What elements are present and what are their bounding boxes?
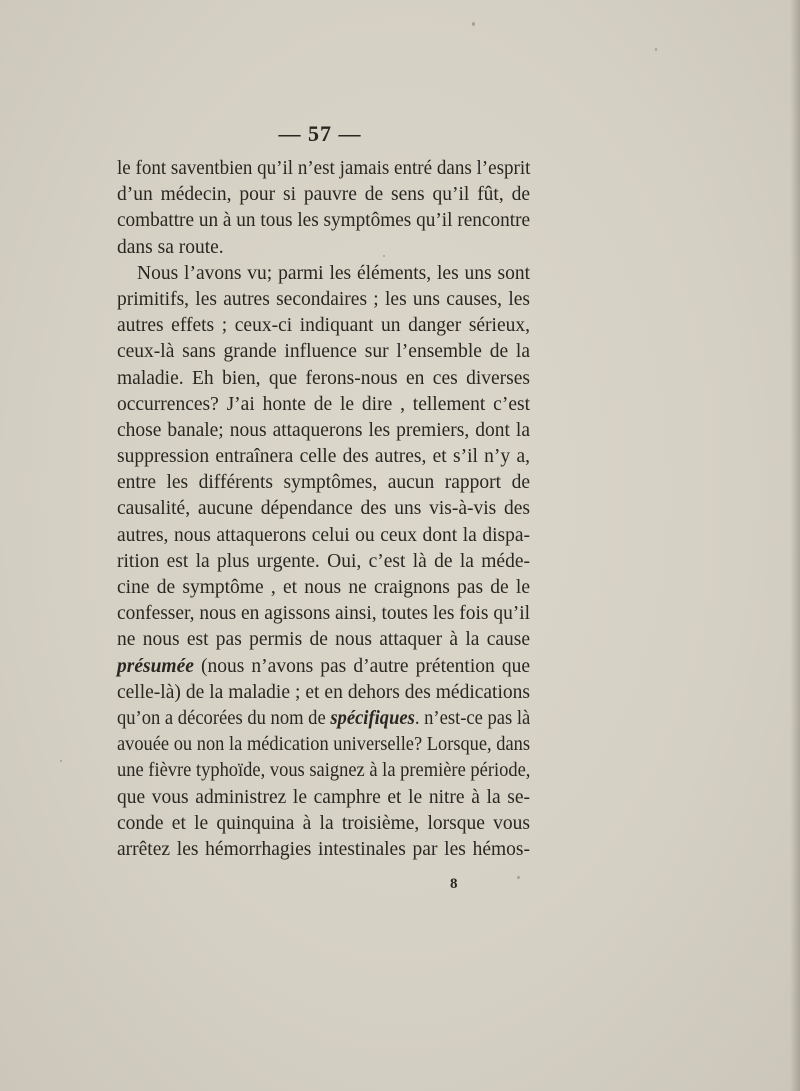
italic-term: spécifiques: [330, 707, 415, 729]
text-run: que vous administrez le camphre et le nitre à la se-: [117, 786, 530, 808]
text-run: autres effets ; ceux-ci indiquant un danger sérieux,: [117, 315, 530, 337]
text-run: avouée ou non la médication universelle? Lorsque, dans: [117, 734, 530, 756]
text-line: [117, 496, 530, 522]
text-line: [117, 785, 530, 811]
text-run: conde et le quinquina à la troisième, lorsque vous: [117, 812, 530, 834]
text-run: d’un médecin, pour si pauvre de sens qu’il fût, de: [117, 184, 530, 206]
text-line: [117, 627, 530, 653]
text-run: (nous n’avons pas d’autre prétention que: [193, 655, 530, 677]
text-run: rition est la plus urgente. Oui, c’est là de la méde-: [117, 550, 530, 572]
paper-speck: [517, 876, 520, 879]
text-line: [117, 680, 530, 706]
text-line: [117, 523, 530, 549]
text-line: [117, 287, 530, 313]
text-line: [117, 339, 530, 365]
text-run: Nous l’avons vu; parmi les éléments, les uns sont: [137, 262, 530, 284]
text-run: suppression entraînera celle des autres, et s’il n’y a,: [117, 446, 530, 468]
text-line: [117, 418, 530, 444]
text-run: maladie. Eh bien, que ferons-nous en ces diverses: [117, 367, 530, 389]
text-run: qu’on a décorées du nom de: [117, 707, 331, 729]
text-line: [117, 758, 530, 784]
text-run: celle-là) de la maladie ; et en dehors des médications: [117, 681, 530, 703]
paper-speck: [655, 48, 657, 51]
text-run: dans sa route.: [117, 236, 224, 258]
paper-speck: [472, 22, 475, 26]
text-line: [117, 837, 530, 863]
text-run: confesser, nous en agissons ainsi, toutes les fois qu’il: [117, 603, 531, 625]
text-run: autres, nous attaquerons celui ou ceux dont la dispa-: [117, 524, 530, 546]
paper-speck: [60, 760, 62, 762]
text-run: ceux-là sans grande influence sur l’ensemble de la: [117, 341, 530, 363]
text-line: [117, 208, 530, 234]
text-run: cine de symptôme , et nous ne craignons pas de le: [117, 577, 530, 598]
text-run: arrêtez les hémorrhagies intestinales par les hémos-: [117, 838, 530, 860]
text-run: une fièvre typhoïde, vous saignez à la première période,: [117, 760, 531, 782]
text-line: [117, 235, 530, 261]
text-run: ne nous est pas permis de nous attaquer à la cause: [117, 629, 530, 651]
text-line: [117, 392, 530, 418]
text-line: [117, 706, 530, 732]
paper-speck: [383, 255, 385, 257]
text-line: [117, 732, 530, 758]
text-line: [117, 313, 530, 339]
text-run: le font saventbien qu’il n’est jamais entré dans l’esprit: [117, 158, 531, 179]
text-run: chose banale; nous attaquerons les premiers, dont la: [117, 419, 530, 441]
text-line: [117, 811, 530, 837]
text-line: [117, 601, 530, 627]
text-run: combattre un à un tous les symptômes qu’il rencontre: [117, 210, 531, 232]
italic-term: présumée: [117, 655, 194, 677]
text-run: occurrences? J’ai honte de le dire , tellement c’est: [117, 393, 530, 415]
text-line: [117, 470, 530, 496]
text-line: [117, 156, 530, 182]
text-line: [117, 575, 530, 601]
text-line: [117, 654, 530, 680]
text-line: [117, 366, 530, 392]
body-text: [117, 156, 530, 863]
text-line: [117, 182, 530, 208]
text-line: [117, 549, 530, 575]
text-line: [117, 444, 530, 470]
page-edge-shadow: [790, 0, 800, 1091]
text-run: primitifs, les autres secondaires ; les uns causes, les: [117, 288, 530, 310]
text-run: . n’est-ce pas là: [414, 707, 531, 729]
text-run: causalité, aucune dépendance des uns vis-à-vis des: [117, 498, 530, 520]
signature-mark: 8: [450, 876, 458, 892]
text-line: [117, 261, 530, 287]
text-run: entre les différents symptômes, aucun rapport de: [117, 472, 530, 494]
page-number: — 57 —: [278, 121, 362, 146]
